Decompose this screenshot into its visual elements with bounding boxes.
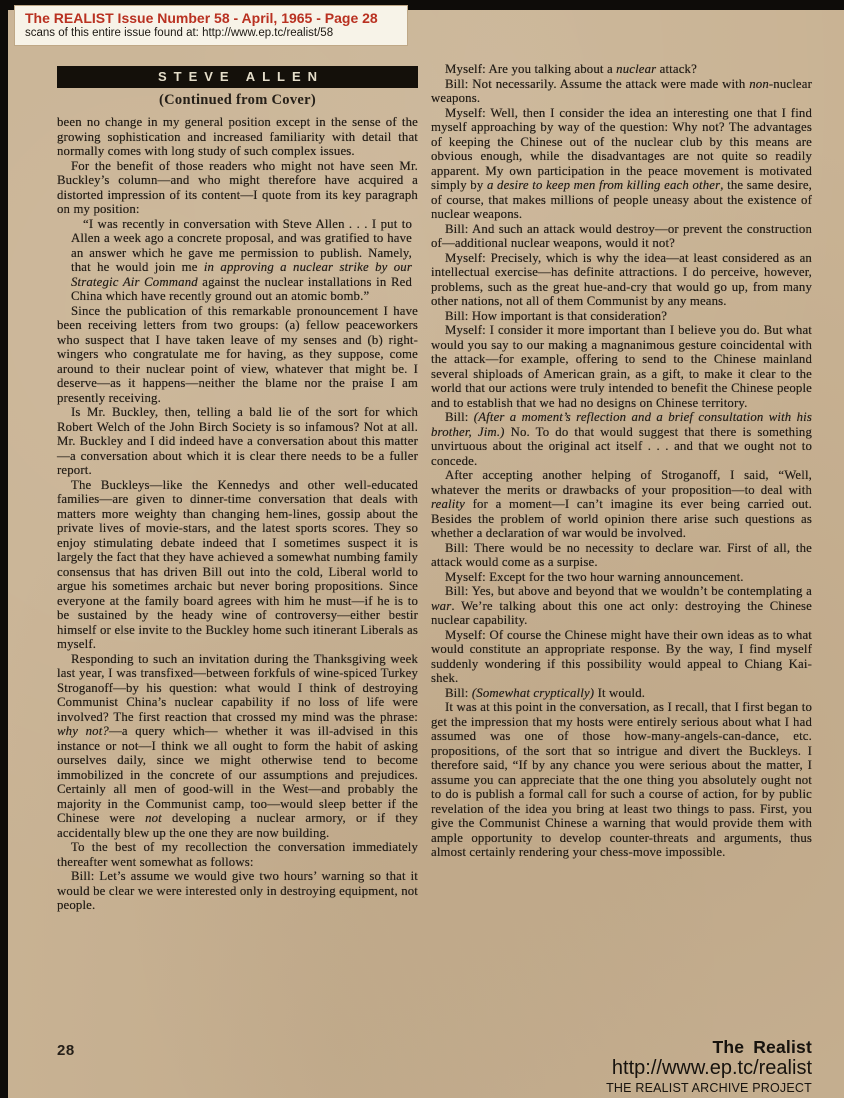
- realist-logo: The Realist: [712, 1037, 812, 1057]
- paragraph: Since the publication of this remarkable pronouncement I have been receiving letters from two groups: (a) fellow peaceworkers who suspect that I have taken leave of my senses and (b) right-wingers who congratulate me for having, as they suppose, come around to their nuclear point of view, whatever that might be. I deserve—as it happens—neither the blame nor the praise I am presently receiving.: [57, 303, 418, 405]
- paragraph: It was at this point in the conversation, as I recall, that I first began to get the impression that my hosts were entirely serious about what I had assumed was one of those how-many-angels-can-dance, etc. propositions, of the sort that so intrigue and divert the Buckleys. I therefore said, “If by any chance you were serious about the matter, I assume you can appreciate that the one thing you absolutely ought not to do is publish a formal call for such a course of action, for by public revelation of the idea you bring at least two things to pass. First, you give the Communist Chinese a warning that would provide them with ample opportunity to develop counter-threats and arguments, thus almost certainly rendering your chess-move impossible.: [431, 700, 812, 859]
- paragraph: Bill: Yes, but above and beyond that we wouldn’t be contemplating a war. We’re talking about this one act only: destroying the Chinese nuclear capability.: [431, 584, 812, 627]
- paragraph: “I was recently in conversation with Steve Allen . . . I put to Allen a week ago a concrete proposal, and was gratified to have an answer which he gave me permission to publish. Namely, that he would join me in approving a nuclear strike by our Strategic Air Command against the nuclear installations in Red China which have recently ground out an atomic bomb.”: [71, 216, 413, 303]
- paragraph: The Buckleys—like the Kennedys and other well-educated families—are given to dinner-time conversation that deals with matters more weighty than changing hem-lines, gossip about the private lives of movie-stars, and the latest sports scores. They so enjoy stimulating debate indeed that I sometimes suspect it is largely the fact that they have achieved a somewhat numbing family consensus that has driven Bill out into the cold, Liberal world to argue his sometimes archaic but never boring propositions. Since everyone at the family board agrees with him he must—if he is to be sustained by the heady wine of controversy—either bestir himself or else invite to the Buckley home such itinerant Liberals as myself.: [57, 477, 418, 651]
- paragraph: Bill: How important is that consideration?: [445, 308, 668, 323]
- page-number: 28: [57, 1042, 75, 1059]
- footer-archive-block: [606, 1038, 812, 1095]
- banner-title: The REALIST Issue Number 58 - April, 1965 - Page 28: [25, 10, 378, 26]
- paragraph: For the benefit of those readers who might not have seen Mr. Buckley’s column—and who might therefore have acquired a distorted impression of its content—I quote from its key paragraph on my position:: [57, 158, 418, 216]
- paragraph: Myself: Well, then I consider the idea an interesting one that I find myself approaching by way of the question: Why not? The advantages of keeping the Chinese out of the nuclear club by this means are obvious enough, while the disadvantages are not quite so readily apparent. My own participation in the peace movement is motivated simply by a desire to keep men from killing each other, the same desire, of course, that makes millions of people uneasy about the existence of nuclear weapons.: [431, 105, 812, 221]
- paragraph: Bill: (After a moment’s reflection and a brief consultation with his brother, Jim.) No. To do that would suggest that there is something unvirtuous about the original act itself . . . and that we ought not to concede.: [431, 410, 813, 468]
- paragraph: To the best of my recollection the conversation immediately thereafter went somewhat as follows:: [57, 840, 418, 869]
- paragraph: Myself: I consider it more important than I believe you do. But what would you say to our making a magnanimous gesture coincidental with the attack—for example, offering to send to the Chinese mainland several shiploads of American grain, as a gift, to make it clear to the world that our actions were truly intended to benefit the Chinese people and to establish that we had no designs on Chinese territory.: [431, 323, 812, 410]
- realist-url: http://www.ep.tc/realist: [611, 1057, 812, 1079]
- paragraph: Myself: Of course the Chinese might have their own ideas as to what would constitute an appropriate response. By the way, I find myself suddenly wondering if this possibility would appeal to Chiang Kai-shek.: [431, 627, 812, 685]
- paragraph: Responding to such an invitation during the Thanksgiving week last year, I was transfixed—between forkfuls of wine-spiced Turkey Stroganoff—by his question: what would I think of destroying Communist China’s nuclear capability if no loss of life were involved? The first reaction that crossed my mind was the phrase: why not?—a query which— whether it was ill-advised in this instance or not—I think we all ought to form the habit of asking ourselves daily, since we might otherwise tend to become immobilized in the concrete of our assumptions and prejudices. Certainly all men of good-will in the West—and probably the majority in the Communist camp, too—would sleep better if the Chinese were not developing a nuclear armory, or if they accidentally blew up the one they are now building.: [57, 651, 419, 840]
- left-column: [57, 66, 418, 913]
- paragraph: Bill: Let’s assume we would give two hours’ warning so that it would be clear we were interested only in destroying equipment, not people.: [57, 869, 418, 912]
- paragraph: Bill: And such an attack would destroy—or prevent the construction of—additional nuclear weapons, would it not?: [431, 221, 812, 250]
- left-column-text: [57, 115, 418, 913]
- paragraph: been no change in my general position except in the sense of the growing sophistication and increased familiarity with detail that normally comes with long study of such complex issues.: [57, 115, 418, 158]
- archive-project-label: THE REALIST ARCHIVE PROJECT: [606, 1081, 812, 1095]
- paragraph: After accepting another helping of Stroganoff, I said, “Well, whatever the merits or drawbacks of your proposition—to deal with reality for a moment—I can’t imagine its ever being carried out. Besides the problem of world opinion there arise such questions as whether a declaration of war would be involved.: [431, 468, 812, 540]
- paragraph: Myself: Except for the two hour warning announcement.: [445, 569, 744, 584]
- paragraph: Is Mr. Buckley, then, telling a bald lie of the sort for which Robert Welch of the John Birch Society is so infamous? Not at all. Mr. Buckley and I did indeed have a conversation about this matter—a conversation about which it is clear there needs to be a fuller report.: [57, 405, 418, 477]
- paragraph: Myself: Are you talking about a nuclear attack?: [445, 62, 697, 76]
- continued-from-cover: (Continued from Cover): [159, 92, 316, 108]
- right-column: [431, 62, 812, 860]
- paragraph: Myself: Precisely, which is why the idea—at least considered as an intellectual exercise—has definite attractions. I do perceive, however, problems, such as the great hue-and-cry that would go up, from many other nations, not all of them Communist by any means.: [431, 250, 812, 308]
- article-header-bar: [57, 66, 418, 88]
- scan-left-edge: [0, 0, 8, 1098]
- archive-info-box: [14, 5, 408, 46]
- paragraph: Bill: Not necessarily. Assume the attack were made with non-nuclear weapons.: [431, 76, 812, 105]
- banner-subtitle: scans of this entire issue found at: http://www.ep.tc/realist/58: [25, 27, 334, 39]
- right-column-text: [431, 62, 812, 860]
- paragraph: Bill: (Somewhat cryptically) It would.: [445, 685, 646, 700]
- article-header-title: STEVE ALLEN: [157, 69, 325, 84]
- paragraph: Bill: There would be no necessity to declare war. First of all, the attack would come as a surpise.: [431, 540, 812, 569]
